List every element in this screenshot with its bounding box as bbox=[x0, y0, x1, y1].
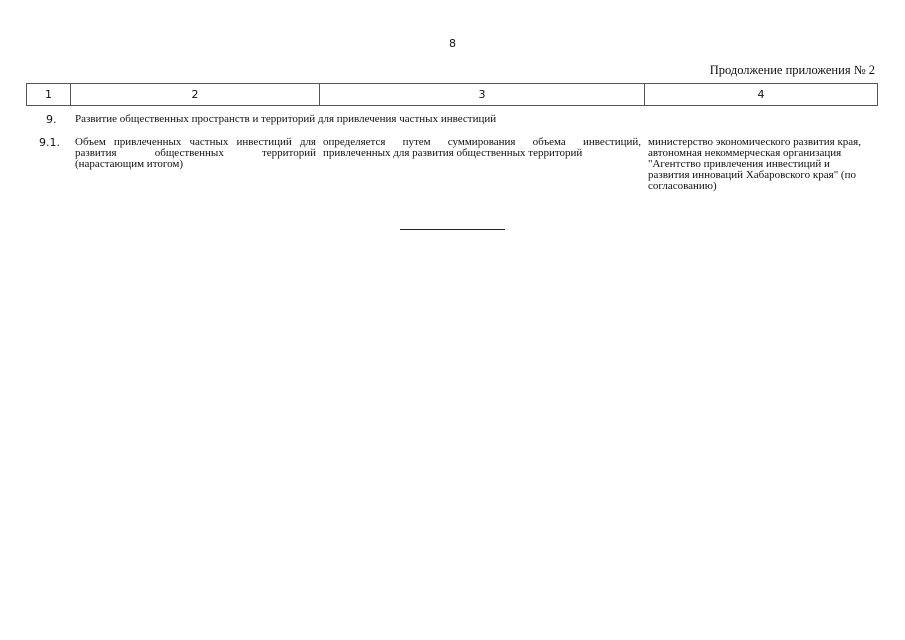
section-title: Развитие общественных пространств и территорий для привлечения частных инвестиций bbox=[75, 113, 497, 125]
appendix-continuation-label: Продолжение приложения № 2 bbox=[709, 63, 875, 77]
responsible-party-cell: министерство экономического развития края, автономная некоммерческая организация "Агентство привлечения инвестиций и развития инноваций Хабаровского края" (по согласованию) bbox=[648, 136, 861, 192]
table-header-col-1: 1 bbox=[27, 84, 71, 105]
calculation-method-cell: определяется путем суммирования объема инвестиций, привлеченных для развития общественных территорий bbox=[323, 136, 641, 159]
row-number: 9.1. bbox=[39, 136, 60, 149]
indicator-name-cell: Объем привлеченных частных инвестиций для развития общественных территорий (нарастающим итогом) bbox=[75, 136, 316, 170]
section-number: 9. bbox=[46, 113, 57, 126]
table-header-col-4: 4 bbox=[757, 88, 765, 101]
table-header-col-3: 3 bbox=[320, 84, 645, 105]
table-header-row bbox=[26, 83, 878, 106]
table-header-col-2: 2 bbox=[71, 84, 320, 105]
page-number: 8 bbox=[449, 37, 456, 50]
end-of-document-rule bbox=[400, 229, 505, 230]
